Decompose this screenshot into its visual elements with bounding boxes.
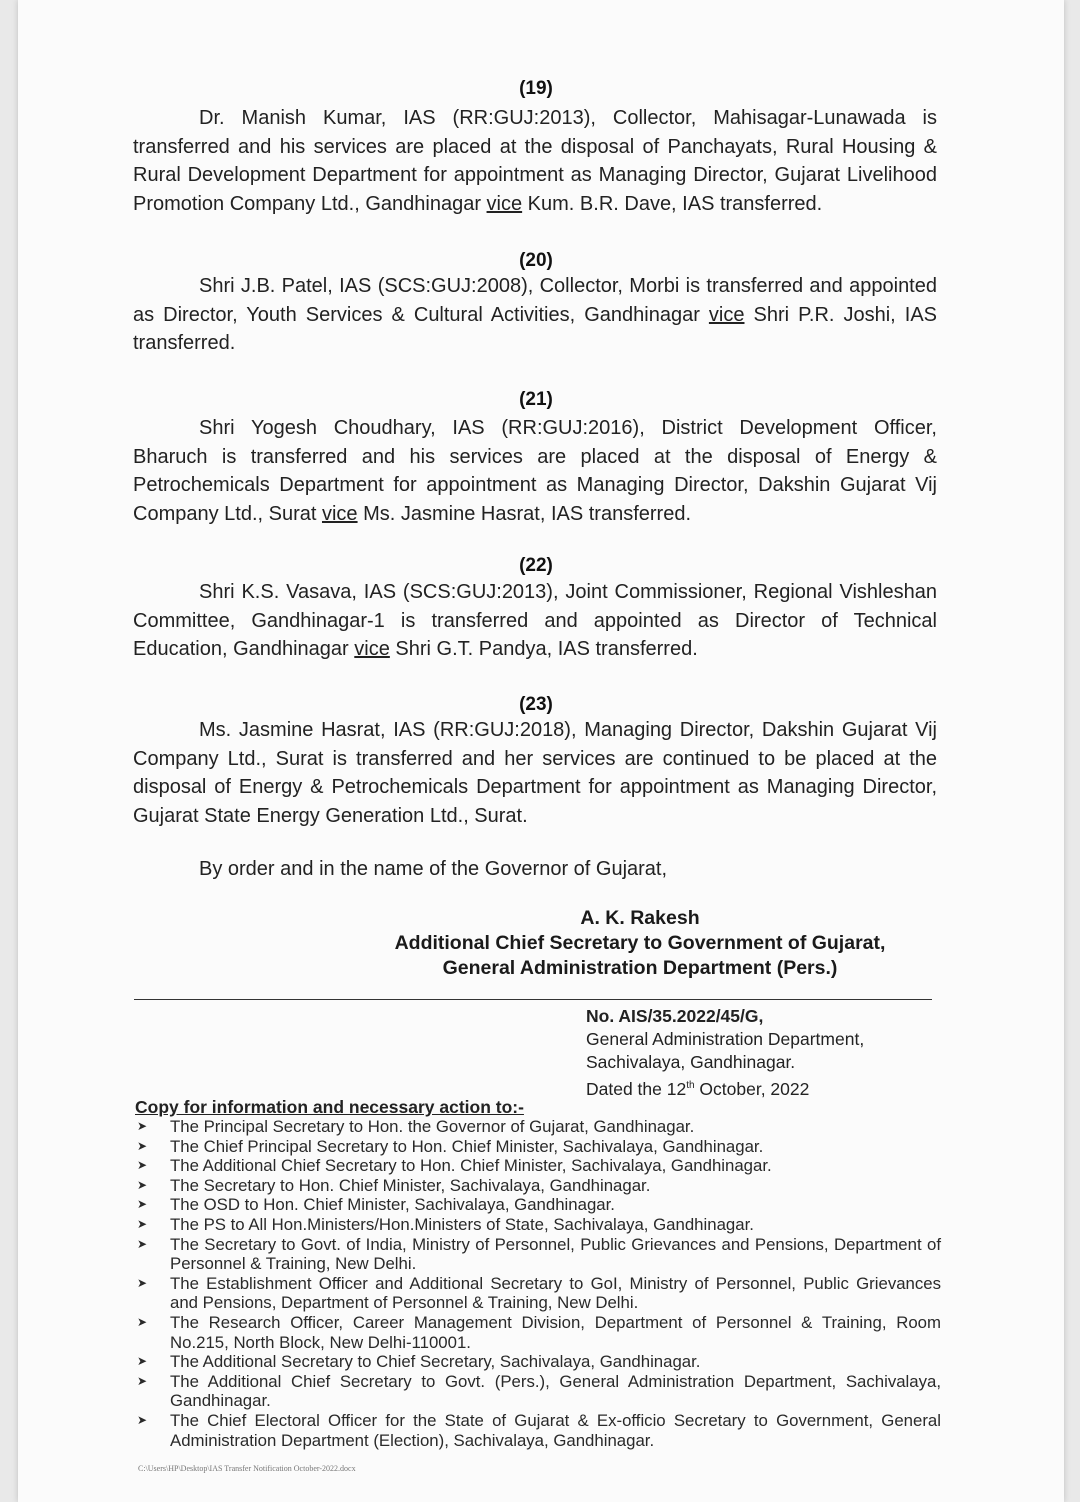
paragraph-text: Ms. Jasmine Hasrat, IAS transferred. [357,502,691,525]
paragraph-text: Shri J.B. Patel, IAS (SCS:GUJ:2008), Collector, Morbi is transferred and appointed as Director, Youth Services & Cultural Activities, Gandhinagar [133,275,937,326]
paragraph-text: Shri Yogesh Choudhary, IAS (RR:GUJ:2016), District Development Officer, Bharuch is transferred and his services are placed at the disposal of Energy & Petrochemicals Department for appointment as Managing Director, Dakshin Gujarat Vij Company Ltd., Surat [133,417,937,525]
paragraph-text: Shri G.T. Pandya, IAS transferred. [389,638,698,661]
copy-list-item [135,1215,941,1235]
date-suffix-sup: th [686,1080,695,1091]
section-number: (22) [519,555,553,576]
copy-list-text: The Additional Secretary to Chief Secretary, Sachivalaya, Gandhinagar. [170,1352,701,1372]
copy-list-text: The Research Officer, Career Management Division, Department of Personnel & Training, Room No.215, North Block, New Delhi-110001. [170,1312,941,1352]
divider-line [134,999,932,1000]
section-number: (20) [519,250,553,271]
copy-list-item [135,1274,941,1313]
section-number: (21) [519,389,553,410]
signatory-name: A. K. Rakesh [580,907,700,929]
arrow-bullet-icon: ➤ [137,1216,148,1231]
paragraph-text: Kum. B.R. Dave, IAS transferred. [522,192,823,215]
copy-list-text: The Secretary to Hon. Chief Minister, Sachivalaya, Gandhinagar. [170,1175,651,1195]
copy-list-text: The Chief Electoral Officer for the State of Gujarat & Ex-officio Secretary to Government, General Administration Department (Election), Sachivalaya, Gandhinagar. [170,1410,941,1450]
arrow-bullet-icon: ➤ [137,1197,148,1212]
copy-list-text: The Additional Chief Secretary to Hon. Chief Minister, Sachivalaya, Gandhinagar. [170,1156,772,1176]
reference-place: Sachivalaya, Gandhinagar. [586,1052,796,1072]
reference-number-text: No. AIS/35.2022/45/G, [586,1006,764,1026]
arrow-bullet-icon: ➤ [137,1354,148,1369]
copy-list-item [135,1235,941,1274]
copy-list-item [135,1372,941,1411]
vice-word: vice [486,192,523,215]
signatory-department: General Administration Department (Pers.) [442,957,838,979]
copy-list-text: The Establishment Officer and Additional Secretary to GoI, Ministry of Personnel, Public Grievances and Pensions, Department of Personnel & Training, New Delhi. [170,1273,941,1313]
copy-list-text: The Secretary to Govt. of India, Ministry of Personnel, Public Grievances and Pensions, Department of Personnel & Training, New Delhi. [170,1234,941,1274]
copy-list-item [135,1176,941,1196]
copy-list-item [135,1117,941,1137]
arrow-bullet-icon: ➤ [137,1314,148,1329]
vice-word: vice [321,502,358,525]
vice-word: vice [354,638,390,661]
date-rest: October, 2022 [694,1078,810,1099]
copy-list-text: The Additional Chief Secretary to Govt. (Pers.), General Administration Department, Sachivalaya, Gandhinagar. [170,1371,941,1411]
section-paragraph [133,716,937,830]
copy-list-text: The Chief Principal Secretary to Hon. Chief Minister, Sachivalaya, Gandhinagar. [170,1136,764,1156]
arrow-bullet-icon: ➤ [137,1373,148,1388]
section-number: (23) [519,694,553,715]
date-prefix: Dated the 12 [586,1078,687,1099]
copy-list-item [135,1195,941,1215]
reference-date [586,1074,809,1101]
vice-word: vice [708,303,745,326]
copy-list-text: The PS to All Hon.Ministers/Hon.Ministers of State, Sachivalaya, Gandhinagar. [170,1214,754,1234]
footer-file-path: C:\Users\HP\Desktop\IAS Transfer Notification October-2022.docx [138,1464,356,1473]
paragraph-text: Ms. Jasmine Hasrat, IAS (RR:GUJ:2018), Managing Director, Dakshin Gujarat Vij Company Ltd., Surat is transferred and her services are continued to be placed at the disposal of Energy & Petrochemicals Department for appointment as Managing Director, Gujarat State Energy Generation Ltd., Surat. [133,719,937,827]
section-paragraph [133,272,937,358]
copy-list-item [135,1313,941,1352]
order-line: By order and in the name of the Governor of Gujarat, [199,858,668,880]
copy-list-text: The OSD to Hon. Chief Minister, Sachivalaya, Gandhinagar. [170,1195,615,1215]
arrow-bullet-icon: ➤ [137,1119,148,1133]
arrow-bullet-icon: ➤ [137,1177,148,1192]
reference-number [586,1005,763,1028]
arrow-bullet-icon: ➤ [137,1138,148,1153]
copy-list [135,1117,941,1450]
copy-heading: Copy for information and necessary action to:- [135,1097,524,1117]
reference-department: General Administration Department, [586,1029,865,1049]
paragraph-text: Shri K.S. Vasava, IAS (SCS:GUJ:2013), Joint Commissioner, Regional Vishleshan Committee, Gandhinagar-1 is transferred and appointed as Director of Technical Education, Gandhinagar [133,581,937,661]
section-paragraph [133,104,937,218]
section-paragraph [133,578,937,664]
section-paragraph [133,414,937,528]
paragraph-text: Dr. Manish Kumar, IAS (RR:GUJ:2013), Collector, Mahisagar-Lunawada is transferred and his services are placed at the disposal of Panchayats, Rural Housing & Rural Development Department for appointment as Managing Director, Gujarat Livelihood Promotion Company Ltd., Gandhinagar [133,107,937,215]
arrow-bullet-icon: ➤ [137,1275,148,1290]
arrow-bullet-icon: ➤ [137,1412,148,1427]
arrow-bullet-icon: ➤ [137,1236,148,1251]
copy-list-item [135,1411,941,1450]
signatory-designation: Additional Chief Secretary to Government of Gujarat, [394,932,886,954]
paragraph-text: Shri P.R. Joshi, IAS transferred. [133,303,937,355]
section-number: (19) [519,78,553,99]
arrow-bullet-icon: ➤ [137,1158,148,1173]
copy-list-item [135,1352,941,1372]
copy-list-item [135,1137,941,1157]
copy-list-item [135,1156,941,1176]
copy-list-text: The Principal Secretary to Hon. the Governor of Gujarat, Gandhinagar. [170,1117,695,1136]
